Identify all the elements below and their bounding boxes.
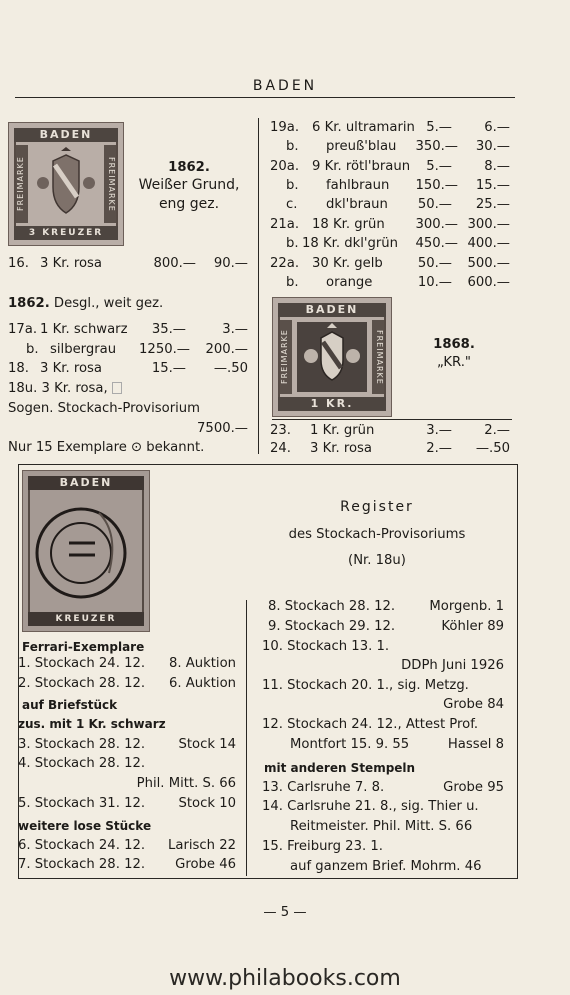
entry-18u-text: 18u. 3 Kr. rosa, [8, 381, 108, 396]
entry-price-mint: 800.— [153, 256, 196, 271]
register-entry-source: Hassel 8 [447, 737, 504, 752]
stamp-bottom-label: 3 KREUZER [14, 226, 118, 240]
register-entry-source: DDPh Juni 1926 [401, 658, 504, 673]
entry-price-used: 8.— [484, 159, 510, 174]
register-entry-source: Stock 14 [178, 737, 236, 752]
entry-name: dkl'braun [326, 197, 388, 212]
entry-price-used: 6.— [484, 120, 510, 135]
register-entry-place: 15. Freiburg 23. 1. [262, 839, 383, 854]
entry-name: silbergrau [50, 342, 117, 357]
page-header-title: BADEN [252, 78, 318, 94]
entry-price-used: 30.— [475, 139, 510, 154]
entry-price-mint: 1250.— [139, 342, 190, 357]
entry-price-mint: 450.— [415, 236, 458, 251]
footer-url[interactable]: www.philabooks.com [169, 966, 401, 991]
entry-price-used: 500.— [467, 256, 510, 271]
register-entry-place: 6. Stockach 24. 12. [18, 838, 146, 853]
register-entry-source: Larisch 22 [168, 838, 236, 853]
entry-name: 6 Kr. ultramarin [312, 120, 415, 135]
entry-number: 18. [8, 361, 29, 376]
entry-price-used: 200.— [205, 342, 248, 357]
register-entry-source: Grobe 84 [443, 697, 504, 712]
entry-price-used: 300.— [467, 217, 510, 232]
header-rule [15, 97, 515, 98]
entry-number: 16. [8, 256, 29, 271]
register-entry-source: 8. Auktion [168, 656, 236, 671]
entry-price-used: —.50 [213, 361, 248, 376]
entry-name: 18 Kr. grün [312, 217, 385, 232]
entry-price-mint: 3.— [426, 423, 452, 438]
register-entry-place: 10. Stockach 13. 1. [262, 639, 390, 654]
entry-number: b. [286, 178, 299, 193]
register-column-divider [246, 600, 247, 876]
entry-price-mint: 35.— [151, 322, 186, 337]
entry-price-mint: 5.— [426, 120, 452, 135]
register-entry-source: 6. Auktion [168, 676, 236, 691]
entry-number: 17a. [8, 322, 38, 337]
entry-number: c. [286, 197, 298, 212]
register-entry-source: Grobe 95 [443, 780, 504, 795]
heading-1868: 1868. [433, 337, 475, 352]
postmark-cancel-icon [29, 493, 143, 607]
entry-name: 1 Kr. schwarz [40, 322, 128, 337]
note-exemplare: Nur 15 Exemplare ⊙ bekannt. [8, 440, 205, 455]
stamp-image-stockach [22, 470, 150, 632]
entry-name: orange [326, 275, 373, 290]
stamp-side-label-right: FREIMARKE [372, 320, 384, 394]
coat-of-arms-icon [33, 147, 99, 221]
entry-18u-line-2: Sogen. Stockach-Provisorium [8, 401, 200, 416]
entry-name: 3 Kr. rosa [40, 361, 102, 376]
stamp-top-label: BADEN [14, 128, 118, 142]
register-entry-place: 1. Stockach 24. 12. [18, 656, 146, 671]
entry-name: 18 Kr. dkl'grün [302, 236, 399, 251]
stamp-side-label-left: FREIMARKE [16, 145, 28, 223]
register-entry-place: 4. Stockach 28. 12. [18, 756, 146, 771]
group-heading: Ferrari-Exemplare [22, 640, 145, 654]
group-heading: weitere lose Stücke [18, 819, 152, 833]
entry-name: fahlbraun [326, 178, 390, 193]
register-entry-place: 7. Stockach 28. 12. [18, 857, 146, 872]
stamp-image-1868 [272, 297, 392, 417]
entry-name: 3 Kr. rosa [310, 441, 372, 456]
entry-price-mint: 300.— [415, 217, 458, 232]
register-entry-place: 9. Stockach 29. 12. [268, 619, 396, 634]
group-heading: mit anderen Stempeln [264, 761, 416, 775]
register-entry-place: 8. Stockach 28. 12. [268, 599, 396, 614]
entry-price-used: 90.— [213, 256, 248, 271]
stamp-top-label: BADEN [28, 476, 144, 490]
register-entry-source: Reitmeister. Phil. Mitt. S. 66 [290, 819, 473, 834]
register-title: Register [340, 499, 414, 515]
entry-number: 21a. [270, 217, 300, 232]
stamp-side-label-right: FREIMARKE [104, 145, 116, 223]
register-entry-place: 5. Stockach 31. 12. [18, 796, 146, 811]
entry-number: 23. [270, 423, 291, 438]
heading-text: Desgl., weit gez. [53, 296, 164, 311]
entry-number: 19a. [270, 120, 300, 135]
heading-1862: 1862. [168, 160, 210, 175]
entry-price-used: 3.— [222, 322, 248, 337]
group-heading: auf Briefstück [22, 698, 118, 712]
entry-price-mint: 50.— [417, 256, 452, 271]
register-entry-place: 3. Stockach 28. 12. [18, 737, 146, 752]
group-heading: zus. mit 1 Kr. schwarz [18, 717, 166, 731]
entry-name: 1 Kr. grün [310, 423, 375, 438]
entry-price-mint: 150.— [415, 178, 458, 193]
entry-price-used: 2.— [484, 423, 510, 438]
entry-price-mint: 15.— [151, 361, 186, 376]
register-entry-place: 13. Carlsruhe 7. 8. [262, 780, 385, 795]
entry-price-used: 400.— [467, 236, 510, 251]
entry-price-used: 15.— [475, 178, 510, 193]
register-entry-source: Morgenb. 1 [429, 599, 504, 614]
heading-year: 1862. [8, 296, 50, 311]
entry-price-used: —.50 [475, 441, 510, 456]
desc-line-2: eng gez. [158, 196, 220, 212]
register-entry-source: Köhler 89 [441, 619, 504, 634]
register-entry-place: 14. Carlsruhe 21. 8., sig. Thier u. [262, 799, 479, 814]
entry-number: b. [286, 275, 299, 290]
register-ref: (Nr. 18u) [348, 553, 406, 568]
entry-number: 22a. [270, 256, 300, 271]
register-entry-place: 12. Stockach 24. 12., Attest Prof. [262, 717, 479, 732]
register-entry-place: 2. Stockach 28. 12. [18, 676, 146, 691]
entry-separator [272, 419, 512, 420]
entry-price-mint: 350.— [415, 139, 458, 154]
register-entry-place: 11. Stockach 20. 1., sig. Metzg. [262, 678, 469, 693]
stamp-image-1862 [8, 122, 124, 246]
entry-18u-price: 7500.— [197, 421, 248, 436]
entry-number: b. [26, 342, 39, 357]
register-entry-source: Grobe 46 [175, 857, 236, 872]
stamp-bottom-label: KREUZER [28, 612, 144, 626]
entry-name: 3 Kr. rosa [40, 256, 102, 271]
entry-price-mint: 10.— [417, 275, 452, 290]
register-entry-source: Stock 10 [178, 796, 236, 811]
coat-of-arms-icon [297, 322, 367, 392]
entry-number: 24. [270, 441, 291, 456]
cancel-box-icon [112, 382, 122, 394]
desc-kr: „KR." [437, 355, 471, 370]
stamp-bottom-label: 1 KR. [278, 397, 386, 411]
entry-price-mint: 5.— [426, 159, 452, 174]
register-entry-source: Phil. Mitt. S. 66 [136, 776, 236, 791]
entry-number: b. [286, 236, 299, 251]
heading-1862-wide [8, 296, 163, 312]
column-divider [258, 118, 259, 454]
register-entry-detail: Montfort 15. 9. 55 [290, 737, 410, 752]
stamp-side-label-left: FREIMARKE [280, 320, 292, 394]
entry-number: 20a. [270, 159, 300, 174]
entry-name: 30 Kr. gelb [312, 256, 383, 271]
entry-price-mint: 50.— [417, 197, 452, 212]
desc-line-1: Weißer Grund, [138, 177, 240, 193]
register-subtitle: des Stockach-Provisoriums [288, 527, 466, 542]
register-entry-source: auf ganzem Brief. Mohrm. 46 [290, 859, 482, 874]
page-number: — 5 — [263, 905, 307, 920]
entry-18u-line-1 [8, 381, 122, 397]
stamp-top-label: BADEN [278, 303, 386, 317]
entry-name: preuß'blau [326, 139, 397, 154]
entry-name: 9 Kr. rötl'braun [312, 159, 411, 174]
entry-price-used: 600.— [467, 275, 510, 290]
entry-price-used: 25.— [475, 197, 510, 212]
entry-number: b. [286, 139, 299, 154]
entry-price-mint: 2.— [426, 441, 452, 456]
